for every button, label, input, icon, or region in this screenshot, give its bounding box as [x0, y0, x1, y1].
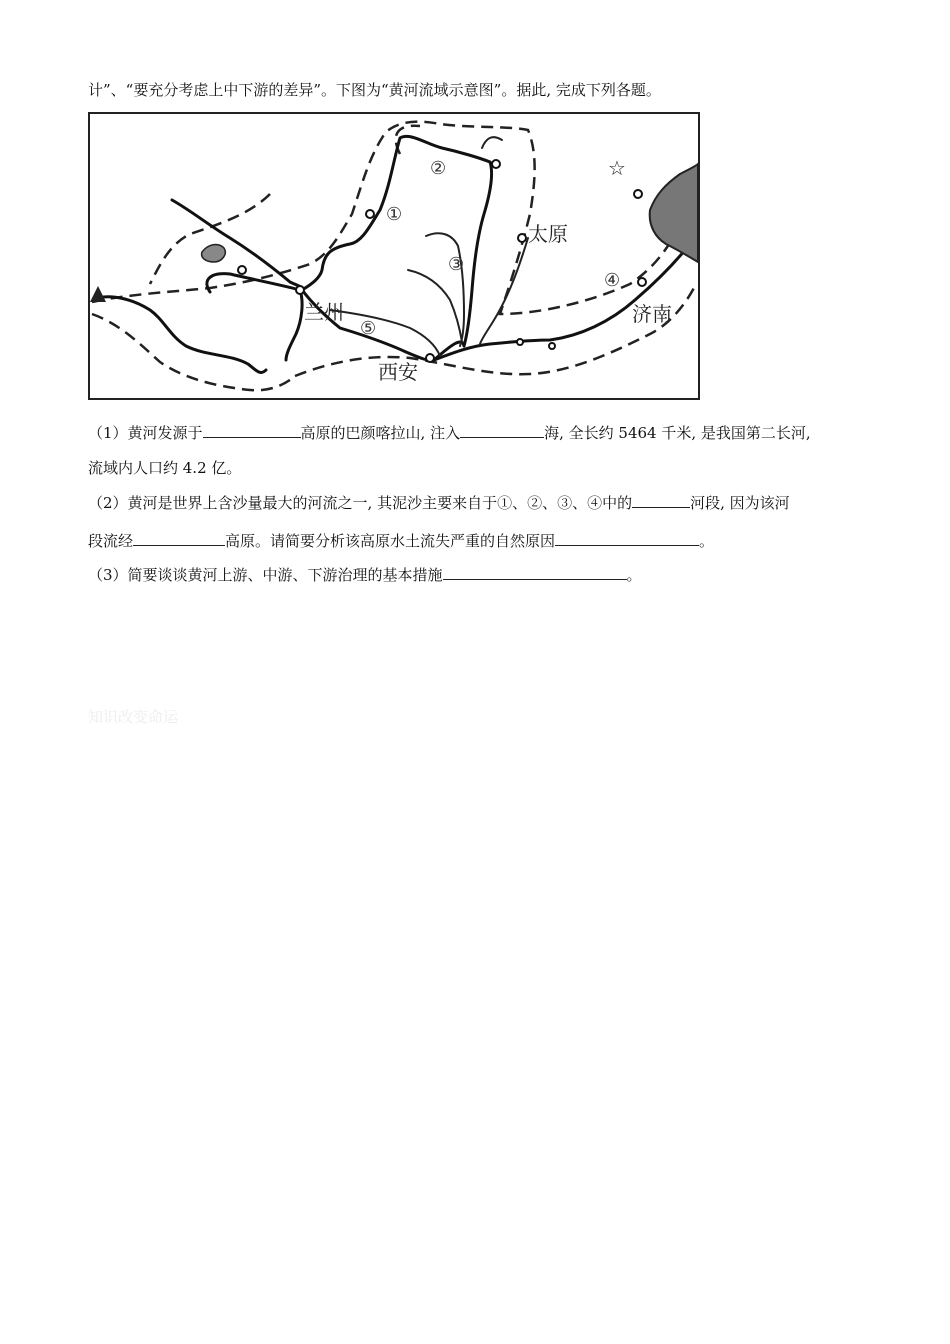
answer-blank-2c[interactable] — [555, 530, 699, 546]
marker-2: ② — [430, 158, 447, 179]
question-3-line: （3）简要谈谈黄河上游、中游、下游治理的基本措施 。 — [88, 566, 642, 584]
bohai-sea — [650, 164, 698, 262]
answer-blank-3[interactable] — [443, 564, 627, 580]
answer-blank-2a[interactable] — [632, 492, 690, 508]
question-1-line-1: （1）黄河发源于 高原的巴颜喀拉山, 注入 海, 全长约 5464 千米, 是我国第二长河, — [88, 424, 811, 442]
answer-blank-1b[interactable] — [460, 422, 544, 438]
question-2-line-1: （2）黄河是世界上含沙量最大的河流之一, 其泥沙主要来自于①、②、③、④中的 河段, 因为该河 — [88, 494, 790, 512]
answer-blank-2b[interactable] — [133, 530, 225, 546]
yellow-river — [96, 136, 690, 372]
answer-blank-1a[interactable] — [203, 422, 301, 438]
marker-1: ① — [386, 204, 403, 225]
star-icon: ☆ — [608, 156, 626, 180]
city-label-taiyuan: 太原 — [528, 222, 568, 246]
question-1-line-2: 流域内人口约 4.2 亿。 — [88, 459, 242, 477]
watermark: 知识改变命运 — [88, 708, 179, 726]
marker-5: ⑤ — [360, 318, 377, 339]
marker-4: ④ — [604, 270, 621, 291]
marker-3: ③ — [448, 254, 465, 275]
city-label-lanzhou: 兰州 — [304, 300, 344, 324]
question-2-line-2: 段流经 高原。请简要分析该高原水土流失严重的自然原因 。 — [88, 532, 715, 550]
intro-text: 计”、“要充分考虑上中下游的差异”。下图为“黄河流域示意图”。据此, 完成下列各题。 — [88, 81, 661, 99]
city-label-xian: 西安 — [378, 360, 418, 384]
yellow-river-basin-map — [88, 112, 700, 400]
city-label-jinan: 济南 — [632, 302, 672, 326]
